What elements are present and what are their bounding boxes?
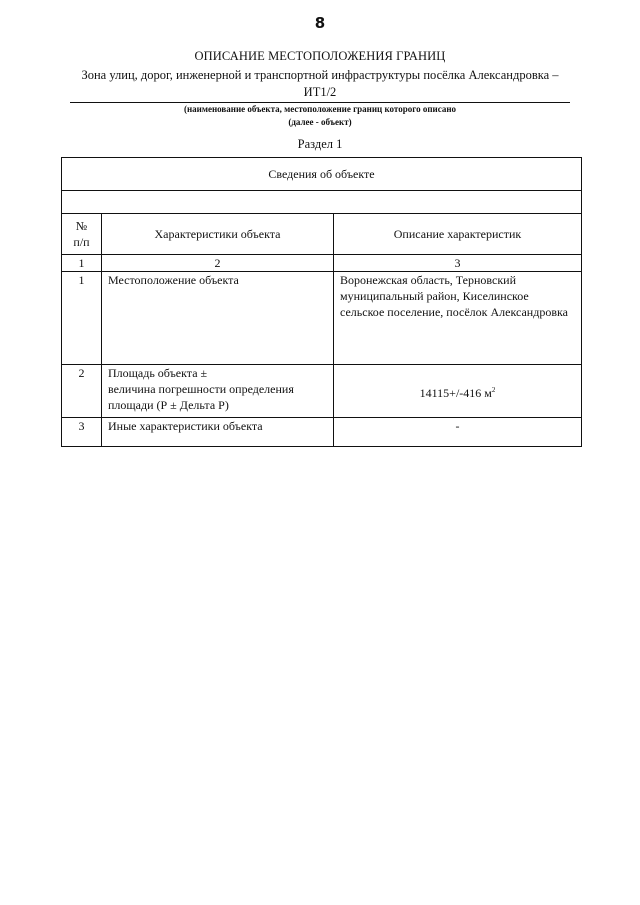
column-number-3: 3 [334, 255, 582, 272]
caption-line-1: (наименование объекта, местоположение границ которого описано [183, 104, 457, 114]
row-characteristic-line-2: величина погрешности определения площади (Р ± Дельта Р) [108, 382, 294, 412]
column-number-1: 1 [62, 255, 102, 272]
row-number: 3 [62, 418, 102, 447]
page-number: 8 [314, 14, 326, 32]
row-characteristic-line-1: Площадь объекта ± [108, 366, 208, 380]
table-empty-cell [62, 191, 582, 214]
row-value: - [334, 418, 582, 447]
column-header-number [62, 214, 102, 255]
table-empty-row [62, 191, 582, 214]
object-name [70, 67, 570, 103]
column-number-row [62, 255, 582, 272]
column-header-number-line-1: № [75, 219, 88, 233]
document-title: ОПИСАНИЕ МЕСТОПОЛОЖЕНИЯ ГРАНИЦ [194, 49, 446, 63]
table-header-row [62, 158, 582, 191]
column-header-row [62, 214, 582, 255]
table-row [62, 418, 582, 447]
row-number: 1 [62, 272, 102, 365]
row-characteristic: Иные характеристики объекта [102, 418, 334, 447]
row-characteristic [102, 365, 334, 418]
object-name-caption [0, 103, 640, 129]
column-header-description: Описание характеристик [334, 214, 582, 255]
table-row [62, 272, 582, 365]
column-header-characteristics: Характеристики объекта [102, 214, 334, 255]
row-number: 2 [62, 365, 102, 418]
row-characteristic: Местоположение объекта [102, 272, 334, 365]
area-value: 14115+/-416 м [419, 385, 492, 400]
column-number-2: 2 [102, 255, 334, 272]
object-info-table [61, 157, 582, 447]
caption-line-2: (далее - объект) [288, 117, 352, 127]
row-value [334, 365, 582, 418]
row-value: Воронежская область, Терновский муниципальный район, Киселинское сельское поселение, посёлок Александровка [334, 272, 582, 365]
object-name-line-1: Зона улиц, дорог, инженерной и транспортной инфраструктуры посёлка Александровка – [81, 68, 559, 82]
section-label: Раздел 1 [297, 137, 343, 151]
area-unit-superscript: 2 [491, 385, 496, 394]
object-name-line-2: ИТ1/2 [303, 85, 337, 99]
table-header: Сведения об объекте [62, 158, 582, 191]
column-header-number-line-2: п/п [73, 235, 90, 249]
table-row [62, 365, 582, 418]
